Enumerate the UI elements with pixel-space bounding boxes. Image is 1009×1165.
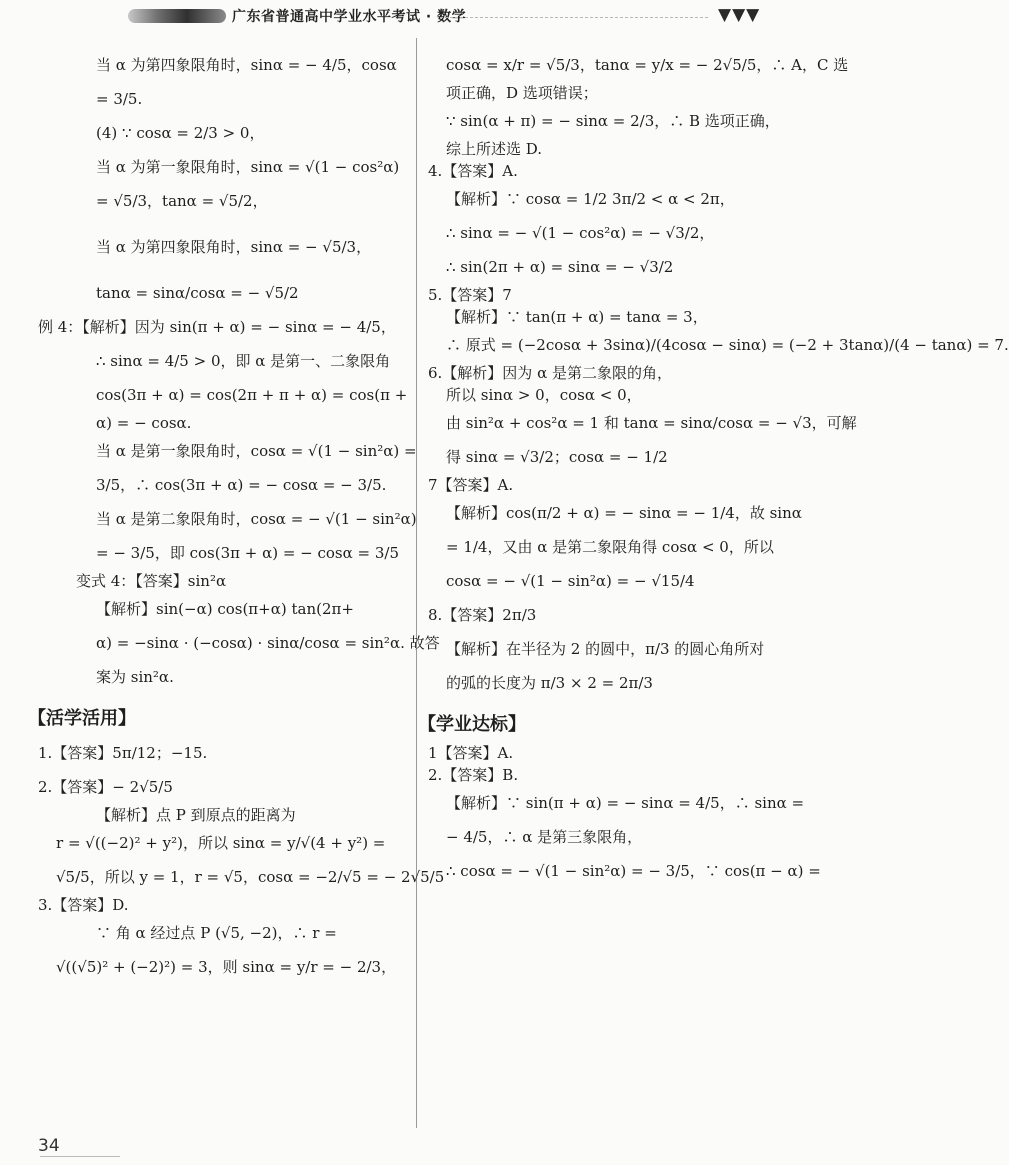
- text-line: ∴ sinα = 4/5 > 0，即 α 是第一、二象限角: [96, 352, 391, 370]
- text-line: 6.【解析】因为 α 是第二象限的角，: [428, 364, 672, 382]
- text-line: ∴ sin(2π + α) = sinα = − √3/2: [446, 258, 674, 276]
- text-line: 当 α 是第一象限角时，cosα = √(1 − sin²α) =: [96, 442, 417, 460]
- text-line: 项正确，D 选项错误；: [446, 84, 598, 102]
- text-line: ∴ sinα = − √(1 − cos²α) = − √3/2，: [446, 224, 715, 242]
- right-column: [418, 48, 1009, 888]
- text-line: 当 α 为第四象限角时，sinα = − √5/3，: [96, 238, 372, 256]
- text-line: ∴ cosα = − √(1 − sin²α) = − 3/5，∵ cos(π − α) =: [446, 862, 821, 880]
- header-title: 广东省普通高中学业水平考试 · 数学: [232, 9, 467, 25]
- text-line: α) = −sinα · (−cosα) · sinα/cosα = sin²α. 故答: [96, 634, 440, 652]
- text-line: 综上所述选 D.: [446, 140, 543, 158]
- page-number: 34: [38, 1136, 60, 1156]
- header-rule: [440, 17, 708, 18]
- text-line: 的弧的长度为 π/3 × 2 = 2π/3: [446, 674, 653, 692]
- text-line: cos(3π + α) = cos(2π + π + α) = cos(π +: [96, 386, 408, 404]
- text-line: 5.【答案】7: [428, 286, 512, 304]
- text-line: 【解析】∵ sin(π + α) = − sinα = 4/5，∴ sinα =: [446, 794, 805, 812]
- text-line: (4) ∵ cosα = 2/3 > 0，: [96, 124, 265, 142]
- text-line: 【解析】∵ cosα = 1/2 3π/2 < α < 2π，: [446, 190, 735, 208]
- text-line: = √5/3，tanα = √5/2，: [96, 192, 268, 210]
- page-header: [0, 0, 800, 36]
- header-marks: ▼▼▼: [718, 5, 761, 25]
- text-line: = 3/5.: [96, 90, 143, 108]
- section-heading-standards: 【学业达标】: [418, 714, 526, 735]
- text-line: 当 α 为第一象限角时，sinα = √(1 − cos²α): [96, 158, 400, 176]
- text-line: cosα = − √(1 − sin²α) = − √15/4: [446, 572, 695, 590]
- variant-4-heading: 变式 4：【答案】sin²α: [76, 572, 227, 590]
- column-divider: [416, 38, 417, 1128]
- text-line: cosα = x/r = √5/3，tanα = y/x = − 2√5/5，∴ A，C 选: [446, 56, 849, 74]
- text-line: = − 3/5，即 cos(3π + α) = − cosα = 3/5: [96, 544, 399, 562]
- text-line: 案为 sin²α.: [96, 668, 174, 686]
- text-line: 【解析】点 P 到原点的距离为: [96, 806, 296, 824]
- text-line: 2.【答案】B.: [428, 766, 519, 784]
- text-line: 【解析】∵ tan(π + α) = tanα = 3，: [446, 308, 708, 326]
- text-line: ∴ 原式 = (−2cosα + 3sinα)/(4cosα − sinα) = (−2 + 3tanα)/(4 − tanα) = 7.: [446, 336, 1009, 354]
- text-line: ∵ 角 α 经过点 P (√5, −2)，∴ r =: [96, 924, 337, 942]
- text-line: 【解析】sin(−α) cos(π+α) tan(2π+: [96, 600, 354, 618]
- header-decoration: [128, 9, 226, 23]
- footer-decoration: [40, 1156, 120, 1157]
- text-line: = 1/4，又由 α 是第二象限角得 cosα < 0，所以: [446, 538, 774, 556]
- text-line: 当 α 为第四象限角时，sinα = − 4/5，cosα: [96, 56, 397, 74]
- example-4-heading: 例 4：【解析】因为 sin(π + α) = − sinα = − 4/5，: [38, 318, 396, 336]
- left-column: [28, 48, 445, 984]
- text-line: ∵ sin(α + π) = − sinα = 2/3，∴ B 选项正确，: [446, 112, 780, 130]
- text-line: 4.【答案】A.: [428, 162, 518, 180]
- text-line: 3/5，∴ cos(3π + α) = − cosα = − 3/5.: [96, 476, 387, 494]
- section-heading-practice: 【活学活用】: [28, 708, 136, 729]
- text-line: 1【答案】A.: [428, 744, 514, 762]
- text-line: 2.【答案】− 2√5/5: [38, 778, 173, 796]
- text-line: 所以 sinα > 0，cosα < 0，: [446, 386, 642, 404]
- text-line: 得 sinα = √3/2；cosα = − 1/2: [446, 448, 668, 466]
- text-line: 【解析】cos(π/2 + α) = − sinα = − 1/4，故 sinα: [446, 504, 802, 522]
- text-line: 【解析】在半径为 2 的圆中，π/3 的圆心角所对: [446, 640, 765, 658]
- text-line: 3.【答案】D.: [38, 896, 129, 914]
- text-line: r = √((−2)² + y²)，所以 sinα = y/√(4 + y²) =: [56, 834, 386, 852]
- text-line: − 4/5，∴ α 是第三象限角，: [446, 828, 643, 846]
- text-line: 8.【答案】2π/3: [428, 606, 537, 624]
- text-line: 1.【答案】5π/12；−15.: [38, 744, 208, 762]
- text-line: √((√5)² + (−2)²) = 3，则 sinα = y/r = − 2/3，: [56, 958, 397, 976]
- text-line: tanα = sinα/cosα = − √5/2: [96, 284, 299, 302]
- text-line: 7【答案】A.: [428, 476, 514, 494]
- text-line: √5/5，所以 y = 1，r = √5，cosα = −2/√5 = − 2√5/5: [56, 868, 445, 886]
- text-line: α) = − cosα.: [96, 414, 192, 432]
- text-line: 由 sin²α + cos²α = 1 和 tanα = sinα/cosα = − √3，可解: [446, 414, 857, 432]
- text-line: 当 α 是第二象限角时，cosα = − √(1 − sin²α): [96, 510, 417, 528]
